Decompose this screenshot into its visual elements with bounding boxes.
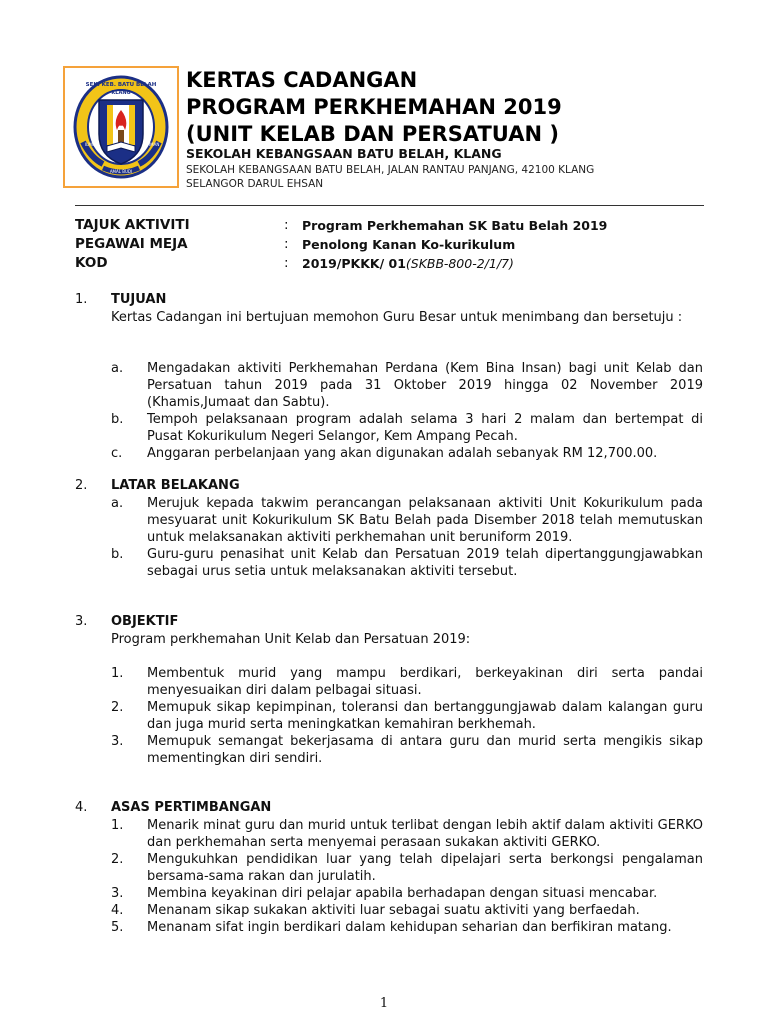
list-item-label: 4. [111,903,124,918]
meta-value-pegawai: Penolong Kanan Ko-kurikulum [302,237,516,252]
list-item-label: 5. [111,920,124,935]
school-address-line2: SELANGOR DARUL EHSAN [186,178,324,190]
svg-text:KLANG: KLANG [111,90,131,96]
svg-text:ILMU: ILMU [85,142,95,147]
meta-value-tajuk: Program Perkhemahan SK Batu Belah 2019 [302,218,608,233]
section-number: 2. [75,478,88,493]
list-item-label: a. [111,361,124,376]
list-item-text: Mengukuhkan pendidikan luar yang telah dipelajari serta berkongsi pengalaman bersama-sama rakan dan jurulatih. [147,852,703,884]
meta-label-tajuk: TAJUK AKTIVITI [75,217,190,233]
section-heading-asas-pertimbangan: ASAS PERTIMBANGAN [111,800,272,815]
list-item-label: b. [111,412,124,427]
meta-colon: : [284,217,289,233]
section-intro: Kertas Cadangan ini bertujuan memohon Guru Besar untuk menimbang dan bersetuju : [111,310,683,325]
page-number: 1 [379,996,389,1011]
section-heading-latar-belakang: LATAR BELAKANG [111,478,240,493]
section-number: 4. [75,800,88,815]
meta-value-kod [302,256,514,271]
meta-label-kod: KOD [75,255,108,271]
list-item-text: Memupuk sikap kepimpinan, toleransi dan bertanggungjawab dalam kalangan guru dan juga murid serta meningkatkan kemahiran berkhemah. [147,700,703,732]
section-heading-tujuan: TUJUAN [111,292,167,307]
section-number: 3. [75,614,88,629]
list-item-label: b. [111,547,124,562]
school-logo [63,66,179,188]
doc-title-line2: PROGRAM PERKHEMAHAN 2019 [186,95,562,119]
list-item-text: Membentuk murid yang mampu berdikari, berkeyakinan diri serta pandai menyesuaikan diri dalam pelbagai situasi. [147,666,703,698]
kod-number: 2019/PKKK/ 01 [302,256,406,271]
doc-title-line1: KERTAS CADANGAN [186,68,418,92]
list-item-label: 1. [111,666,124,681]
kod-reference: (SKBB-800-2/1/7) [405,256,514,271]
list-item-text: Merujuk kepada takwim perancangan pelaksanaan aktiviti Unit Kokurikulum pada mesyuarat unit Kokurikulum SK Batu Belah pada Disember 2018 telah memutuskan untuk melaksanakan aktiviti perkhemahan unit beruniform 2019. [147,496,703,545]
meta-label-pegawai: PEGAWAI MEJA [75,236,188,252]
header-divider [75,205,704,206]
school-crest-icon [69,72,173,182]
list-item-label: 2. [111,852,124,867]
list-item-text: Menanam sifat ingin berdikari dalam kehidupan seharian dan berfikiran matang. [147,920,672,935]
svg-text:SEK. KEB. BATU BELAH: SEK. KEB. BATU BELAH [85,82,157,88]
svg-text:IMAN: IMAN [149,142,160,147]
list-item-label: 3. [111,886,124,901]
list-item-text: Membina keyakinan diri pelajar apabila berhadapan dengan situasi mencabar. [147,886,658,901]
list-item-label: 3. [111,734,124,749]
list-item-text: Guru-guru penasihat unit Kelab dan Persatuan 2019 telah dipertanggungjawabkan sebagai urus setia untuk melaksanakan aktiviti tersebut. [147,547,703,579]
list-item-text: Menanam sikap sukakan aktiviti luar sebagai suatu aktiviti yang berfaedah. [147,903,640,918]
meta-colon: : [284,236,289,252]
section-heading-objektif: OBJEKTIF [111,614,179,629]
list-item-text: Memupuk semangat bekerjasama di antara guru dan murid serta mengikis sikap mementingkan diri sendiri. [147,734,703,766]
list-item-text: Mengadakan aktiviti Perkhemahan Perdana (Kem Bina Insan) bagi unit Kelab dan Persatuan tahun 2019 pada 31 Oktober 2019 hingga 02 November 2019 (Khamis,Jumaat dan Sabtu). [147,361,703,410]
section-number: 1. [75,292,88,307]
list-item-label: 2. [111,700,124,715]
meta-colon: : [284,255,289,271]
school-name: SEKOLAH KEBANGSAAN BATU BELAH, KLANG [186,146,502,161]
list-item-label: 1. [111,818,124,833]
svg-text:AMAL BUDI: AMAL BUDI [109,169,133,174]
list-item-label: a. [111,496,124,511]
list-item-text: Tempoh pelaksanaan program adalah selama 3 hari 2 malam dan bertempat di Pusat Kokurikulum Negeri Selangor, Kem Ampang Pecah. [147,412,703,444]
doc-title-line3: (UNIT KELAB DAN PERSATUAN ) [186,122,559,146]
school-address-line1: SEKOLAH KEBANGSAAN BATU BELAH, JALAN RANTAU PANJANG, 42100 KLANG [186,164,595,176]
list-item-text: Menarik minat guru dan murid untuk terlibat dengan lebih aktif dalam aktiviti GERKO dan perkhemahan serta menyemai perasaan sukakan aktiviti GERKO. [147,818,703,850]
list-item-label: c. [111,446,123,461]
list-item-text: Anggaran perbelanjaan yang akan digunakan adalah sebanyak RM 12,700.00. [147,446,658,461]
section-intro: Program perkhemahan Unit Kelab dan Persatuan 2019: [111,632,471,647]
